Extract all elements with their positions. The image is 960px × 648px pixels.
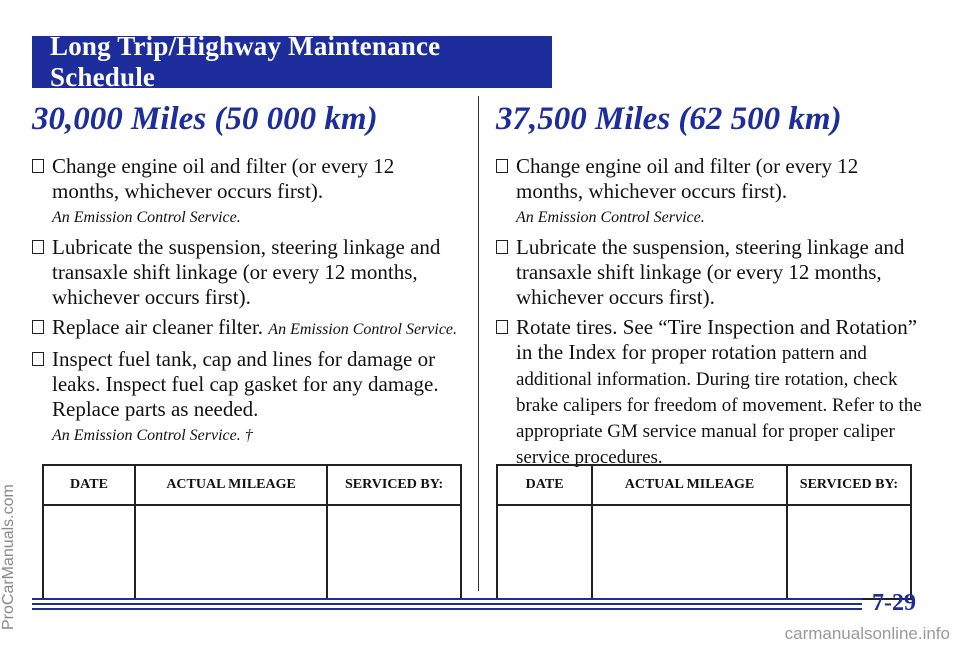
mileage-cell[interactable]	[135, 505, 327, 599]
item-note: An Emission Control Service.	[516, 209, 705, 226]
checkbox-icon[interactable]	[496, 159, 508, 173]
checkbox-icon[interactable]	[32, 320, 44, 334]
col-header-serviced: SERVICED BY:	[787, 465, 911, 505]
item-text: Inspect fuel tank, cap and lines for damage or leaks. Inspect fuel cap gasket for any damage. Replace parts as needed.	[52, 347, 439, 421]
col-header-serviced: SERVICED BY:	[327, 465, 461, 505]
checklist-item	[32, 315, 462, 342]
checklist-item	[496, 315, 926, 470]
item-text: Change engine oil and filter (or every 12 months, whichever occurs first).	[516, 154, 859, 203]
banner-title: Long Trip/Highway Maintenance Schedule	[50, 31, 441, 92]
checklist-item	[32, 347, 462, 448]
right-heading: 37,500 Miles (62 500 km)	[496, 101, 842, 137]
column-divider	[478, 96, 479, 591]
service-log-table-right	[496, 464, 912, 600]
item-detail: pattern and additional information. During tire rotation, check brake calipers for freedom of movement. Refer to the appropriate GM service manual for proper caliper service procedures.	[516, 343, 922, 468]
item-text: Replace air cleaner filter.	[52, 315, 264, 339]
date-cell[interactable]	[43, 505, 135, 599]
item-note: An Emission Control Service.	[52, 209, 241, 226]
item-note: An Emission Control Service.	[268, 321, 458, 338]
item-note: An Emission Control Service. †	[52, 427, 253, 444]
checklist-item	[496, 235, 926, 310]
date-cell[interactable]	[497, 505, 592, 599]
col-header-mileage: ACTUAL MILEAGE	[135, 465, 327, 505]
checkbox-icon[interactable]	[496, 320, 508, 334]
left-column	[32, 96, 462, 453]
mileage-cell[interactable]	[592, 505, 787, 599]
page-number: 7-29	[872, 590, 916, 616]
serviced-cell[interactable]	[787, 505, 911, 599]
section-banner	[32, 31, 552, 92]
checkbox-icon[interactable]	[32, 352, 44, 366]
footer-rule	[32, 598, 862, 614]
item-text: Change engine oil and filter (or every 12 months, whichever occurs first).	[52, 154, 395, 203]
item-text: Lubricate the suspension, steering linkage and transaxle shift linkage (or every 12 months, whichever occurs first).	[516, 235, 905, 309]
bottom-watermark: carmanualsonline.info	[784, 624, 950, 643]
service-log-table-left	[42, 464, 462, 600]
checklist-item	[32, 235, 462, 310]
checklist-item	[496, 154, 926, 230]
item-text: Rotate tires. See “Tire Inspection and Rotation” in the Index for proper rotation	[516, 315, 918, 364]
left-heading: 30,000 Miles (50 000 km)	[32, 101, 378, 137]
side-watermark: ProCarManuals.com	[0, 484, 17, 630]
item-text: Lubricate the suspension, steering linkage and transaxle shift linkage (or every 12 months, whichever occurs first).	[52, 235, 441, 309]
checklist-item	[32, 154, 462, 230]
checkbox-icon[interactable]	[32, 240, 44, 254]
col-header-mileage: ACTUAL MILEAGE	[592, 465, 787, 505]
right-column	[496, 96, 926, 475]
col-header-date: DATE	[497, 465, 592, 505]
checkbox-icon[interactable]	[32, 159, 44, 173]
col-header-date: DATE	[43, 465, 135, 505]
checkbox-icon[interactable]	[496, 240, 508, 254]
serviced-cell[interactable]	[327, 505, 461, 599]
